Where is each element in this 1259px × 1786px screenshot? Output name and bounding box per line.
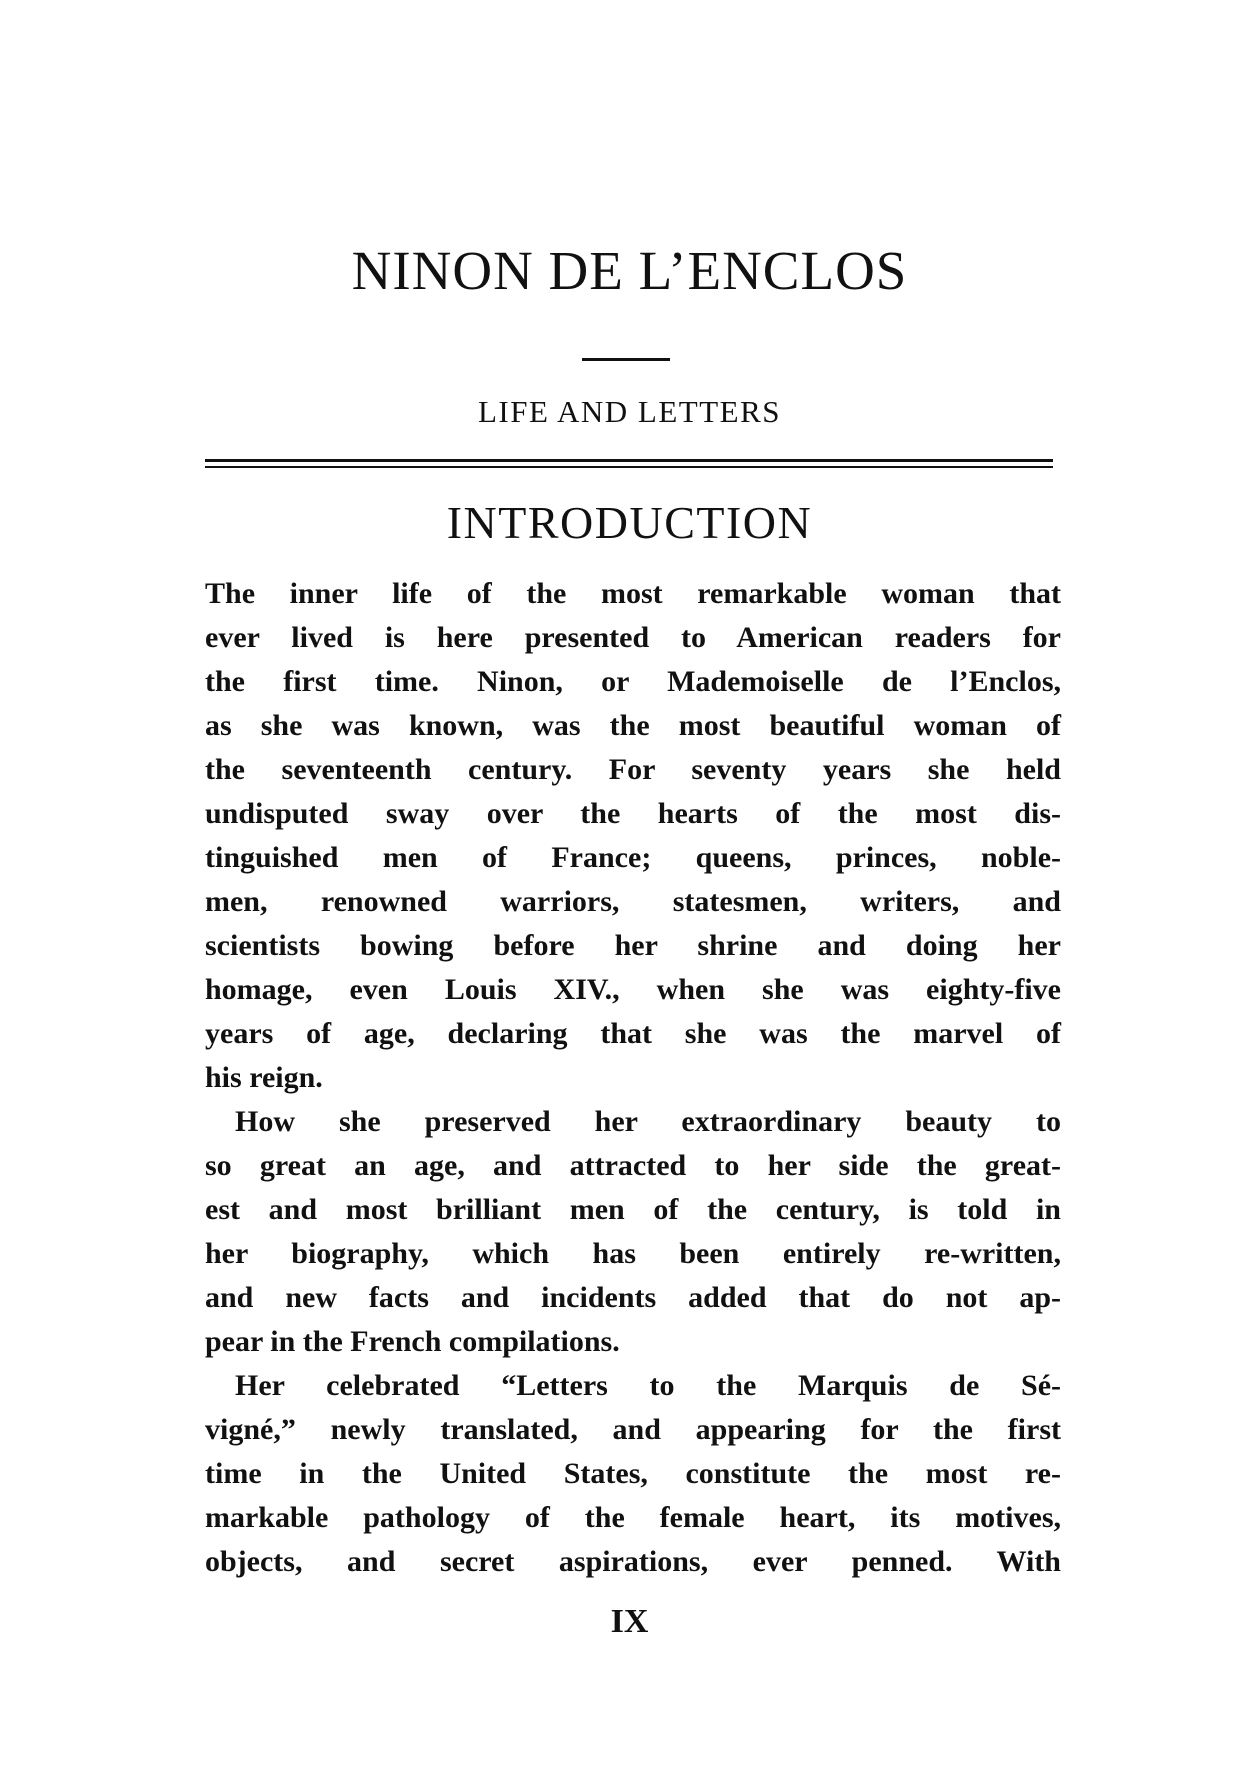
section-heading: INTRODUCTION	[446, 497, 813, 548]
text-line: tinguished men of France; queens, princes, noble-	[205, 841, 1061, 874]
text-line: men, renowned warriors, statesmen, writers, and	[205, 885, 1061, 918]
text-line: years of age, declaring that she was the marvel of	[205, 1017, 1061, 1050]
short-divider	[582, 358, 670, 361]
text-line: the first time. Ninon, or Mademoiselle de l’Enclos,	[205, 665, 1061, 698]
text-line: Her celebrated “Letters to the Marquis de Sé-	[235, 1369, 1061, 1402]
double-divider-bottom-line	[205, 466, 1053, 468]
text-line: her biography, which has been entirely re-written,	[205, 1237, 1061, 1270]
text-line: ever lived is here presented to American readers for	[205, 621, 1061, 654]
text-line: time in the United States, constitute the most re-	[205, 1457, 1061, 1490]
paragraph-2	[205, 1100, 1061, 1364]
double-divider	[205, 459, 1053, 469]
text-line: The inner life of the most remarkable woman that	[205, 577, 1061, 610]
page-number: IX	[610, 1603, 649, 1640]
text-line: the seventeenth century. For seventy years she held	[205, 753, 1061, 786]
body-text	[205, 572, 1061, 1584]
text-line: so great an age, and attracted to her side the great-	[205, 1149, 1061, 1182]
book-subtitle: LIFE AND LETTERS	[478, 394, 781, 429]
text-line: homage, even Louis XIV., when she was eighty-five	[205, 973, 1061, 1006]
text-line: pear in the French compilations.	[205, 1325, 620, 1358]
text-line: markable pathology of the female heart, its motives,	[205, 1501, 1061, 1534]
paragraph-1	[205, 572, 1061, 1100]
text-line: est and most brilliant men of the century, is told in	[205, 1193, 1061, 1226]
text-line: How she preserved her extraordinary beauty to	[235, 1105, 1061, 1138]
paragraph-3	[205, 1364, 1061, 1584]
book-title: NINON DE L’ENCLOS	[351, 240, 908, 301]
text-line: objects, and secret aspirations, ever penned. With	[205, 1545, 1061, 1578]
double-divider-top-line	[205, 459, 1053, 462]
text-line: scientists bowing before her shrine and doing her	[205, 929, 1061, 962]
text-line: and new facts and incidents added that do not ap-	[205, 1281, 1061, 1314]
text-line: vigné,” newly translated, and appearing for the first	[205, 1413, 1061, 1446]
text-line: as she was known, was the most beautiful woman of	[205, 709, 1061, 742]
text-line: undisputed sway over the hearts of the most dis-	[205, 797, 1061, 830]
text-line: his reign.	[205, 1061, 323, 1094]
